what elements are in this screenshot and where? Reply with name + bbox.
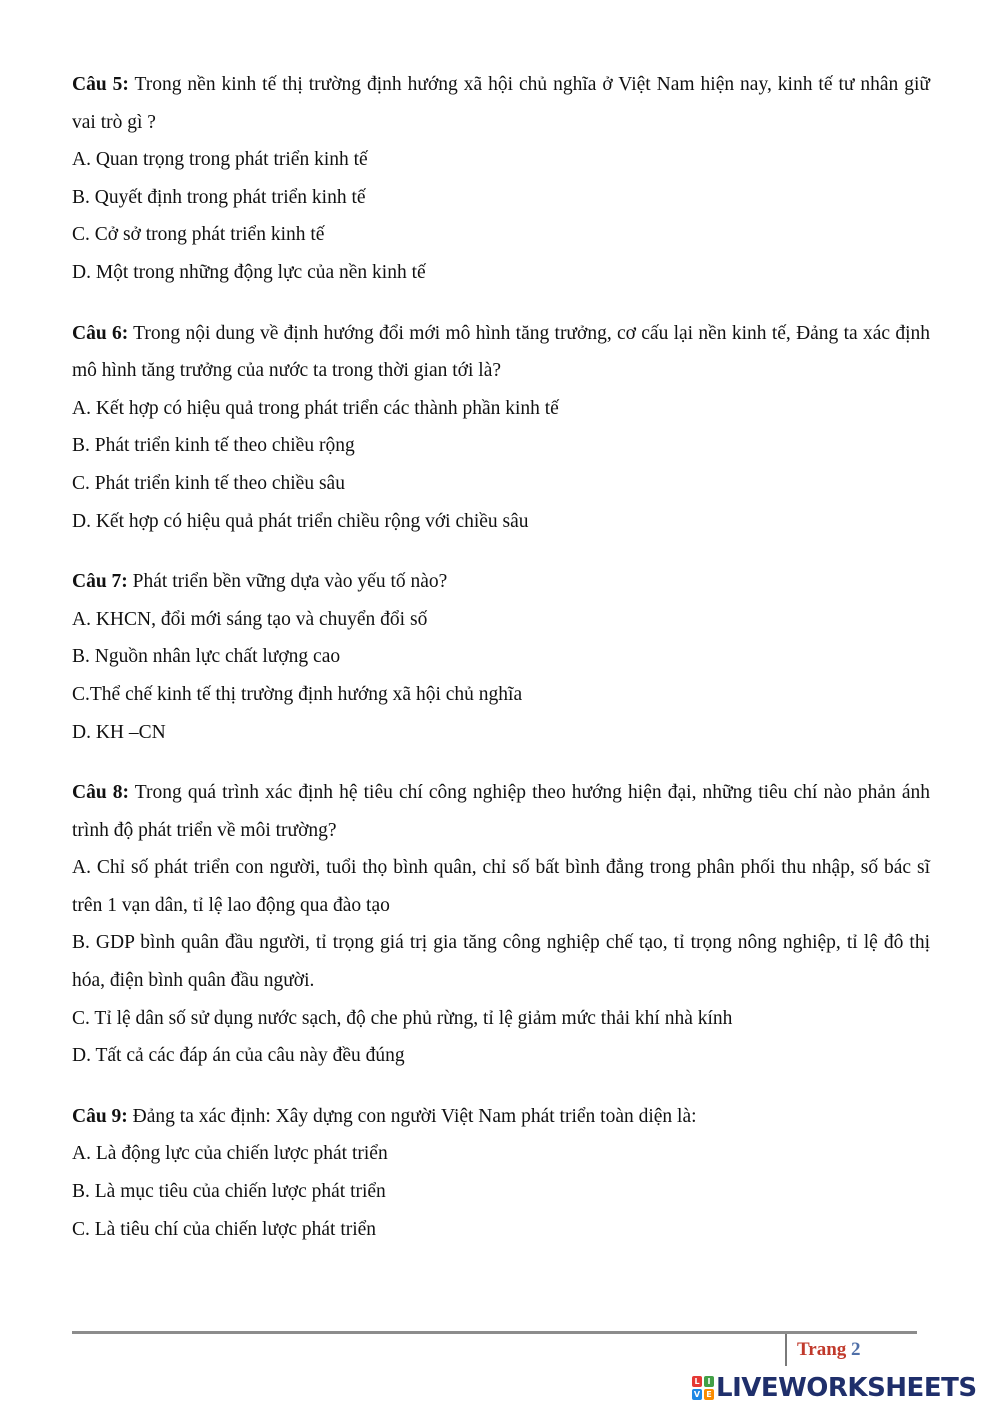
question-text: Trong nội dung về định hướng đổi mới mô hình tăng trưởng, cơ cấu lại nền kinh tế, Đảng ta xác định mô hình tăng trưởng của nước ta trong thời gian tới là? (72, 322, 930, 382)
answer-option-b: B. Phát triển kinh tế theo chiều rộng (72, 435, 355, 457)
answer-option-c: C. Là tiêu chí của chiến lược phát triển (72, 1218, 377, 1240)
question-8 (72, 774, 930, 1075)
page-word: Trang (797, 1339, 847, 1360)
answer-option-b: B. Nguồn nhân lực chất lượng cao (72, 646, 341, 668)
answer-option-a: A. KHCN, đổi mới sáng tạo và chuyển đổi số (72, 608, 428, 630)
question-6 (72, 315, 930, 541)
answer-option-b: B. Quyết định trong phát triển kinh tế (72, 186, 366, 208)
answer-option-c: C. Tỉ lệ dân số sử dụng nước sạch, độ che phủ rừng, tỉ lệ giảm mức thải khí nhà kính (72, 1007, 733, 1029)
logo-letter-v: V (693, 1390, 701, 1399)
question-label: Câu 9: (72, 1105, 128, 1127)
liveworksheets-brand[interactable] (692, 1372, 977, 1404)
answer-option-d: D. Một trong những động lực của nền kinh tế (72, 261, 426, 283)
page-number (785, 1334, 861, 1366)
answer-option-a: A. Là động lực của chiến lược phát triển (72, 1143, 388, 1165)
question-stem (72, 1098, 930, 1136)
question-text: Trong nền kinh tế thị trường định hướng xã hội chủ nghĩa ở Việt Nam hiện nay, kinh tế tư nhân giữ vai trò gì ? (72, 74, 930, 133)
question-stem (72, 315, 930, 390)
question-text: Đảng ta xác định: Xây dựng con người Việt Nam phát triển toàn diện là: (127, 1105, 697, 1127)
question-text: Trong quá trình xác định hệ tiêu chí công nghiệp theo hướng hiện đại, những tiêu chí nào phản ánh trình độ phát triển về môi trường? (72, 782, 930, 841)
question-stem (72, 563, 930, 601)
liveworksheets-logo-icon (692, 1376, 714, 1400)
answer-option-b: B. GDP bình quân đầu người, tỉ trọng giá trị gia tăng công nghiệp chế tạo, tỉ trọng nông nghiệp, tỉ lệ đô thị hóa, điện bình quân đầu người. (72, 932, 930, 992)
brand-name: LIVEWORKSHEETS (716, 1373, 977, 1403)
logo-letter-l: L (692, 1376, 702, 1387)
question-label: Câu 8: (72, 782, 130, 804)
logo-letter-i: I (704, 1376, 714, 1387)
question-label: Câu 5: (72, 74, 129, 95)
question-text: Phát triển bền vững dựa vào yếu tố nào? (127, 571, 448, 593)
answer-option-c: C. Cở sở trong phát triển kinh tế (72, 224, 325, 246)
question-stem (72, 774, 930, 849)
answer-option-c: C. Phát triển kinh tế theo chiều sâu (72, 472, 345, 494)
question-5 (72, 66, 930, 292)
answer-option-d: D. KH –CN (72, 721, 166, 743)
worksheet-content (72, 66, 930, 1271)
answer-option-c: C.Thể chế kinh tế thị trường định hướng xã hội chủ nghĩa (72, 683, 523, 705)
question-stem (72, 66, 930, 141)
logo-letter-e: E (704, 1389, 714, 1400)
question-9 (72, 1098, 930, 1248)
answer-option-d: D. Kết hợp có hiệu quả phát triển chiều rộng với chiều sâu (72, 510, 529, 532)
question-label: Câu 6: (72, 322, 129, 344)
answer-option-d: D. Tất cả các đáp án của câu này đều đúng (72, 1045, 405, 1067)
answer-option-a: A. Quan trọng trong phát triển kinh tế (72, 149, 368, 171)
answer-option-a: A. Chỉ số phát triển con người, tuổi thọ bình quân, chỉ số bất bình đẳng trong phân phối thu nhập, số bác sĩ trên 1 vạn dân, tỉ lệ lao động qua đào tạo (72, 857, 930, 916)
question-label: Câu 7: (72, 571, 128, 593)
answer-option-b: B. Là mục tiêu của chiến lược phát triển (72, 1181, 386, 1203)
question-7 (72, 563, 930, 751)
answer-option-a: A. Kết hợp có hiệu quả trong phát triển các thành phần kinh tế (72, 397, 559, 419)
page-number-value: 2 (851, 1339, 861, 1360)
